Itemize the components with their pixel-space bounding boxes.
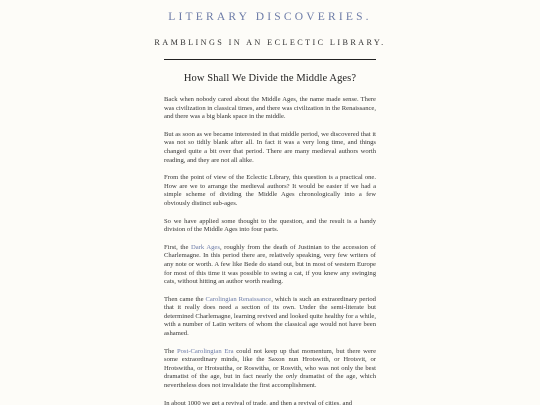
paragraph-text: , which is such an extraordinary period that it really does need a section of its own. Under the semi-literate but determined Charlemagne, learning revived and looked quite healthy for a while, with a number of Latin writers of whom the classical age would not have been ashamed. xyxy=(164,295,376,338)
article-paragraph xyxy=(164,296,376,339)
article-paragraph: But as soon as we became interested in that middle period, we discovered that it was not so tidily blank after all. In fact it was a very long time, and things changed quite a bit over that period. There are many medieval authors worth reading, and they are not all alike. xyxy=(164,130,376,164)
article-paragraph xyxy=(164,244,376,287)
paragraph-text: Then came the xyxy=(164,295,206,303)
post-carolingian-era-link[interactable]: Post-Carolingian Era xyxy=(176,347,234,355)
masthead xyxy=(0,0,540,60)
article-paragraph: So we have applied some thought to the question, and the result is a handy division of the Middle Ages into four parts. xyxy=(164,217,376,234)
emphasis-text: only xyxy=(285,373,298,381)
article xyxy=(164,60,376,405)
carolingian-renaissance-link[interactable]: Carolingian Renaissance xyxy=(205,295,272,303)
paragraph-text: could not keep up that momentum, but there were some extraordinary minds, like the Saxon nun Hrotswith, or Hrotsvit, or Hrotswitha, or Hrotsuitha, or Roswitha, or Rosvith, who was not only the best dramatist of the age, but in fact nearly the xyxy=(164,347,376,381)
article-paragraph xyxy=(164,348,376,391)
paragraph-text: , roughly from the death of Justinian to the accession of Charlemagne. In this period there are, relatively speaking, very few writers of any note or worth. A few like Bede do stand out, but in most of western Europe for most of this time it was possible to swing a cat, if you knew any swinging cats, without hitting an author worth reading. xyxy=(164,243,376,286)
paragraph-text: dramatist of the age, which nevertheless does not invalidate the first accomplishment. xyxy=(164,373,376,390)
article-paragraph: Back when nobody cared about the Middle Ages, the name made sense. There was civilization in classical times, and there was civilization in the Renaissance, and there was a big blank space in the middle. xyxy=(164,96,376,121)
site-title-link[interactable]: LITERARY DISCOVERIES. xyxy=(168,11,372,23)
paragraph-text: First, the xyxy=(164,243,191,251)
site-subtitle: RAMBLINGS IN AN ECLECTIC LIBRARY. xyxy=(154,38,386,47)
article-paragraph: From the point of view of the Eclectic Library, this question is a practical one. How are we to arrange the medieval authors? It would be easier if we had a simple scheme of dividing the Middle Ages chronologically into a few obviously distinct sub-ages. xyxy=(164,174,376,207)
article-paragraph: In about 1000 we get a revival of trade, and then a revival of cities, and xyxy=(164,399,353,405)
article-title: How Shall We Divide the Middle Ages? xyxy=(183,73,357,84)
paragraph-text: The xyxy=(164,347,177,355)
dark-ages-link[interactable]: Dark Ages xyxy=(190,243,220,251)
